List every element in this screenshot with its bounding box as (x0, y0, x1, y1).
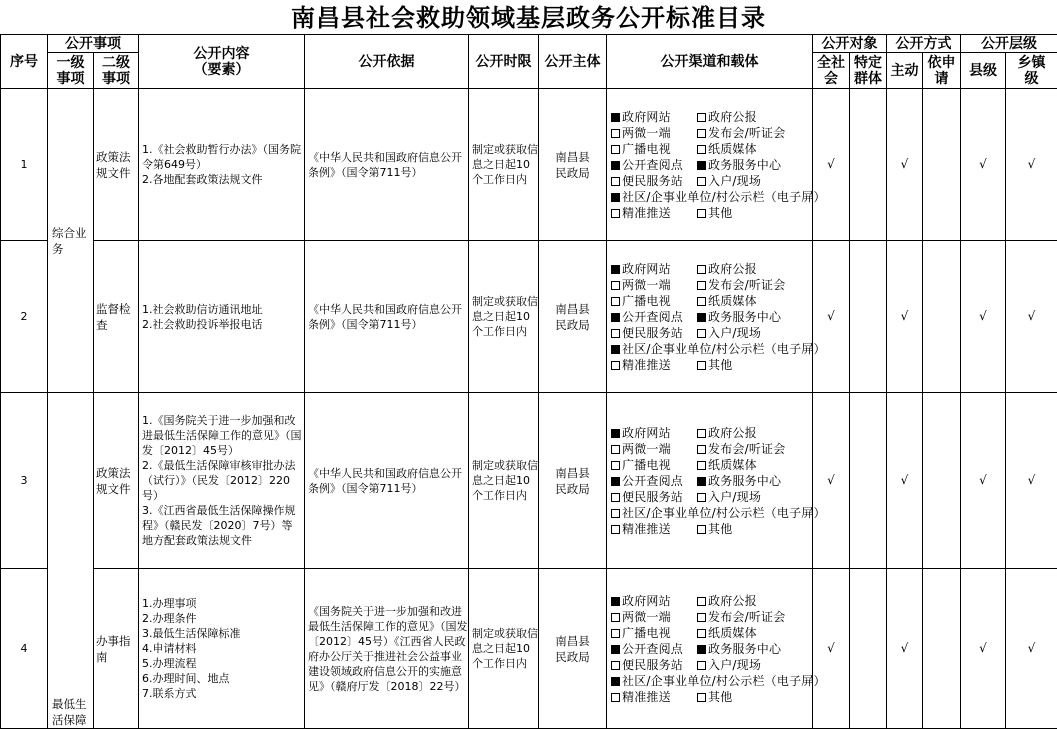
channel-label: 两微一端 (622, 442, 671, 456)
channel-label: 便民服务站 (622, 490, 683, 504)
check-target-all (813, 241, 850, 393)
channel-option (697, 641, 781, 657)
checkbox-icon (697, 361, 706, 370)
check-mark-icon: √ (827, 641, 835, 655)
checkbox-icon (697, 613, 706, 622)
channel-label: 广播电视 (622, 142, 671, 156)
table-row (1, 89, 1057, 241)
channel-option (697, 441, 785, 457)
header-channels: 公开渠道和载体 (607, 35, 813, 89)
check-method-active (887, 569, 923, 729)
content-item: 3.最低生活保障标准 (142, 626, 302, 641)
header-method: 公开方式 (887, 35, 961, 53)
channel-option (611, 473, 697, 489)
channel-label: 其他 (708, 522, 732, 536)
check-mark-icon: √ (901, 473, 909, 487)
channel-label: 广播电视 (622, 458, 671, 472)
check-mark-icon: √ (1028, 641, 1036, 655)
checkbox-icon (697, 209, 706, 218)
level2-matter: 政策法 规文件 (94, 89, 139, 241)
channel-label: 两微一端 (622, 278, 671, 292)
channel-option (697, 141, 757, 157)
header-level-town: 乡镇 级 (1006, 53, 1057, 89)
channel-label: 发布会/听证会 (708, 278, 785, 292)
content-cell (139, 89, 305, 241)
channel-option (611, 441, 697, 457)
content-item: 1.社会救助信访通讯地址 (142, 302, 302, 317)
content-item: 1.办理事项 (142, 596, 302, 611)
channel-option (611, 673, 826, 689)
channel-label: 便民服务站 (622, 174, 683, 188)
channel-label: 政府网站 (622, 426, 671, 440)
channel-option (611, 205, 697, 221)
channel-option (697, 325, 761, 341)
basis-cell: 《中华人民共和国政府信息公开条例》（国令第711号） (305, 393, 469, 569)
level1-matter: 综合业 务 (48, 89, 94, 393)
checkbox-icon (697, 161, 706, 170)
check-target-all (813, 393, 850, 569)
channel-option (611, 457, 697, 473)
check-level-county (961, 89, 1006, 241)
channel-option (697, 609, 785, 625)
header-level1: 一级 事项 (48, 53, 94, 89)
checkbox-icon (611, 313, 620, 322)
level1-matter: 最低生 活保障 (48, 393, 94, 729)
checkbox-icon (611, 597, 620, 606)
row-seq: 3 (1, 393, 48, 569)
checkbox-icon (611, 265, 620, 274)
level2-matter: 办事指 南 (94, 569, 139, 729)
channel-option (611, 325, 697, 341)
check-level-town (1006, 393, 1057, 569)
channel-label: 两微一端 (622, 610, 671, 624)
content-item: 1.《社会救助暂行办法》（国务院令第649号） (142, 142, 302, 172)
checkbox-icon (697, 265, 706, 274)
header-level: 公开层级 (961, 35, 1057, 53)
check-method-apply (923, 89, 961, 241)
checkbox-icon (697, 297, 706, 306)
checkbox-icon (697, 461, 706, 470)
check-mark-icon: √ (1028, 309, 1036, 323)
checkbox-icon (697, 329, 706, 338)
check-target-all (813, 89, 850, 241)
header-matters: 公开事项 (48, 35, 139, 53)
channel-option (611, 609, 697, 625)
check-mark-icon: √ (979, 157, 987, 171)
check-level-county (961, 241, 1006, 393)
channels-cell (607, 569, 813, 729)
channel-option (611, 689, 697, 705)
channel-option (611, 425, 697, 441)
content-item: 6.办理时间、地点 (142, 671, 302, 686)
channel-label: 发布会/听证会 (708, 442, 785, 456)
header-method-apply: 依申 请 (923, 53, 961, 89)
channel-label: 政府网站 (622, 594, 671, 608)
checkbox-icon (611, 297, 620, 306)
channel-option (697, 521, 732, 537)
channel-label: 其他 (708, 690, 732, 704)
channel-option (611, 157, 697, 173)
content-item: 3.《江西省最低生活保障操作规程》（赣民发〔2020〕7号）等地方配套政策法规文件 (142, 503, 302, 548)
checkbox-icon (611, 145, 620, 154)
checkbox-icon (611, 445, 620, 454)
period-cell: 制定或获取信息之日起10个工作日内 (469, 241, 539, 393)
checkbox-icon (697, 525, 706, 534)
period-cell: 制定或获取信息之日起10个工作日内 (469, 89, 539, 241)
checkbox-icon (697, 129, 706, 138)
table-row (1, 393, 1057, 569)
channel-label: 发布会/听证会 (708, 610, 785, 624)
checkbox-icon (697, 645, 706, 654)
check-mark-icon: √ (979, 309, 987, 323)
check-target-specific (850, 241, 887, 393)
channel-label: 社区/企事业单位/村公示栏（电子屏） (622, 342, 826, 356)
level2-matter: 政策法 规文件 (94, 393, 139, 569)
channel-label: 政府公报 (708, 426, 757, 440)
check-mark-icon: √ (1028, 157, 1036, 171)
checkbox-icon (697, 145, 706, 154)
content-cell (139, 241, 305, 393)
check-level-town (1006, 569, 1057, 729)
channel-label: 入户/现场 (708, 490, 761, 504)
checkbox-icon (611, 429, 620, 438)
checkbox-icon (611, 677, 620, 686)
channel-label: 政务服务中心 (708, 310, 781, 324)
channel-option (611, 109, 697, 125)
channel-label: 精准推送 (622, 690, 671, 704)
checkbox-icon (697, 477, 706, 486)
checkbox-icon (611, 177, 620, 186)
check-target-specific (850, 89, 887, 241)
header-method-active: 主动 (887, 53, 923, 89)
channel-option (697, 277, 785, 293)
channel-label: 纸质媒体 (708, 142, 757, 156)
channel-label: 社区/企事业单位/村公示栏（电子屏） (622, 506, 826, 520)
channel-option (697, 489, 761, 505)
table-row (1, 241, 1057, 393)
check-level-county (961, 569, 1006, 729)
content-cell (139, 393, 305, 569)
check-mark-icon: √ (979, 473, 987, 487)
channel-option (697, 625, 757, 641)
channel-label: 两微一端 (622, 126, 671, 140)
checkbox-icon (611, 209, 620, 218)
channel-label: 广播电视 (622, 626, 671, 640)
channel-label: 纸质媒体 (708, 458, 757, 472)
channel-option (697, 357, 732, 373)
check-mark-icon: √ (901, 309, 909, 323)
channel-label: 入户/现场 (708, 174, 761, 188)
header-target: 公开对象 (813, 35, 887, 53)
header-basis: 公开依据 (305, 35, 469, 89)
channel-option (697, 657, 761, 673)
checkbox-icon (611, 345, 620, 354)
channel-option (611, 309, 697, 325)
channel-option (697, 173, 761, 189)
checkbox-icon (697, 429, 706, 438)
checkbox-icon (697, 113, 706, 122)
channel-label: 精准推送 (622, 358, 671, 372)
channel-label: 政府公报 (708, 262, 757, 276)
channel-label: 入户/现场 (708, 658, 761, 672)
channel-option (697, 457, 757, 473)
checkbox-icon (611, 509, 620, 518)
checkbox-icon (611, 661, 620, 670)
content-item: 2.办理条件 (142, 611, 302, 626)
channel-option (611, 293, 697, 309)
channel-label: 政务服务中心 (708, 474, 781, 488)
check-mark-icon: √ (1028, 473, 1036, 487)
channel-option (697, 261, 757, 277)
channel-label: 社区/企事业单位/村公示栏（电子屏） (622, 190, 826, 204)
level2-matter: 监督检 查 (94, 241, 139, 393)
channel-label: 便民服务站 (622, 326, 683, 340)
channels-cell (607, 393, 813, 569)
basis-cell: 《国务院关于进一步加强和改进最低生活保障工作的意见》（国发〔2012〕45号）《江西省人民政府办公厅关于推进社会公益事业建设领域政府信息公开的实施意见》（赣府厅发〔2018〕22号） (305, 569, 469, 729)
checkbox-icon (611, 461, 620, 470)
channel-option (697, 425, 757, 441)
channel-option (697, 293, 757, 309)
content-item: 2.《最低生活保障审核审批办法（试行）》（民发〔2012〕220号） (142, 458, 302, 503)
channel-label: 公开查阅点 (622, 474, 683, 488)
check-level-county (961, 393, 1006, 569)
checkbox-icon (697, 597, 706, 606)
channel-label: 社区/企事业单位/村公示栏（电子屏） (622, 674, 826, 688)
channel-option (611, 489, 697, 505)
content-cell (139, 569, 305, 729)
basis-cell: 《中华人民共和国政府信息公开条例》（国令第711号） (305, 241, 469, 393)
channel-label: 便民服务站 (622, 658, 683, 672)
check-mark-icon: √ (827, 157, 835, 171)
channel-option (611, 641, 697, 657)
channel-option (611, 357, 697, 373)
channel-option (611, 277, 697, 293)
checkbox-icon (611, 477, 620, 486)
check-method-apply (923, 569, 961, 729)
checkbox-icon (611, 361, 620, 370)
channel-option (611, 341, 826, 357)
channel-option (697, 157, 781, 173)
channel-option (611, 593, 697, 609)
channel-label: 公开查阅点 (622, 642, 683, 656)
check-mark-icon: √ (901, 157, 909, 171)
period-cell: 制定或获取信息之日起10个工作日内 (469, 569, 539, 729)
checkbox-icon (611, 693, 620, 702)
checkbox-icon (611, 193, 620, 202)
header-level-county: 县级 (961, 53, 1006, 89)
content-item: 2.社会救助投诉举报电话 (142, 317, 302, 332)
channel-option (697, 125, 785, 141)
channel-option (611, 261, 697, 277)
channel-option (611, 173, 697, 189)
channel-option (611, 625, 697, 641)
channel-label: 纸质媒体 (708, 626, 757, 640)
checkbox-icon (611, 161, 620, 170)
check-method-active (887, 89, 923, 241)
checkbox-icon (611, 281, 620, 290)
header-seq: 序号 (1, 35, 48, 89)
row-seq: 4 (1, 569, 48, 729)
channel-option (697, 689, 732, 705)
checkbox-icon (611, 613, 620, 622)
subject-cell: 南昌县 民政局 (539, 89, 607, 241)
channel-option (611, 189, 826, 205)
channel-label: 政府网站 (622, 262, 671, 276)
header-level2: 二级 事项 (94, 53, 139, 89)
checkbox-icon (697, 661, 706, 670)
subject-cell: 南昌县 民政局 (539, 241, 607, 393)
channel-option (697, 473, 781, 489)
channel-label: 政务服务中心 (708, 158, 781, 172)
channel-label: 其他 (708, 358, 732, 372)
check-mark-icon: √ (827, 473, 835, 487)
check-level-town (1006, 89, 1057, 241)
header-target-all: 全社 会 (813, 53, 850, 89)
content-item: 1.《国务院关于进一步加强和改进最低生活保障工作的意见》（国发〔2012〕45号） (142, 413, 302, 458)
check-mark-icon: √ (901, 641, 909, 655)
channels-cell (607, 89, 813, 241)
checkbox-icon (611, 329, 620, 338)
checkbox-icon (697, 281, 706, 290)
channel-option (611, 521, 697, 537)
check-mark-icon: √ (979, 641, 987, 655)
header-content: 公开内容 （要素） (139, 35, 305, 89)
channel-label: 其他 (708, 206, 732, 220)
table-row (1, 569, 1057, 729)
checkbox-icon (697, 177, 706, 186)
check-level-town (1006, 241, 1057, 393)
checkbox-icon (611, 129, 620, 138)
table-body (1, 89, 1057, 729)
channel-option (611, 505, 826, 521)
channel-label: 政府公报 (708, 110, 757, 124)
channel-label: 公开查阅点 (622, 158, 683, 172)
channel-option (697, 593, 757, 609)
check-method-active (887, 393, 923, 569)
checkbox-icon (611, 629, 620, 638)
row-seq: 2 (1, 241, 48, 393)
subject-cell: 南昌县 民政局 (539, 569, 607, 729)
channel-label: 纸质媒体 (708, 294, 757, 308)
checkbox-icon (611, 645, 620, 654)
content-item: 7.联系方式 (142, 686, 302, 701)
checkbox-icon (697, 693, 706, 702)
channel-label: 广播电视 (622, 294, 671, 308)
channel-option (611, 657, 697, 673)
channel-option (697, 205, 732, 221)
channel-label: 政府公报 (708, 594, 757, 608)
check-target-specific (850, 569, 887, 729)
channel-option (611, 141, 697, 157)
channel-label: 政府网站 (622, 110, 671, 124)
check-method-apply (923, 241, 961, 393)
channel-label: 精准推送 (622, 522, 671, 536)
period-cell: 制定或获取信息之日起10个工作日内 (469, 393, 539, 569)
checkbox-icon (611, 525, 620, 534)
checkbox-icon (697, 629, 706, 638)
catalog-table (0, 34, 1057, 729)
checkbox-icon (697, 493, 706, 502)
channel-option (697, 309, 781, 325)
content-item: 2.各地配套政策法规文件 (142, 172, 302, 187)
content-item: 4.申请材料 (142, 641, 302, 656)
channel-option (697, 109, 757, 125)
check-method-apply (923, 393, 961, 569)
check-target-specific (850, 393, 887, 569)
header-target-specific: 特定 群体 (850, 53, 887, 89)
channel-label: 精准推送 (622, 206, 671, 220)
checkbox-icon (697, 313, 706, 322)
check-method-active (887, 241, 923, 393)
checkbox-icon (611, 113, 620, 122)
channel-option (611, 125, 697, 141)
channel-label: 政务服务中心 (708, 642, 781, 656)
channel-label: 入户/现场 (708, 326, 761, 340)
basis-cell: 《中华人民共和国政府信息公开条例》（国令第711号） (305, 89, 469, 241)
check-target-all (813, 569, 850, 729)
page-title: 南昌县社会救助领域基层政务公开标准目录 (0, 0, 1057, 34)
channels-cell (607, 241, 813, 393)
subject-cell: 南昌县 民政局 (539, 393, 607, 569)
header-subject: 公开主体 (539, 35, 607, 89)
content-item: 5.办理流程 (142, 656, 302, 671)
channel-label: 发布会/听证会 (708, 126, 785, 140)
check-mark-icon: √ (827, 309, 835, 323)
channel-label: 公开查阅点 (622, 310, 683, 324)
checkbox-icon (611, 493, 620, 502)
row-seq: 1 (1, 89, 48, 241)
header-period: 公开时限 (469, 35, 539, 89)
checkbox-icon (697, 445, 706, 454)
